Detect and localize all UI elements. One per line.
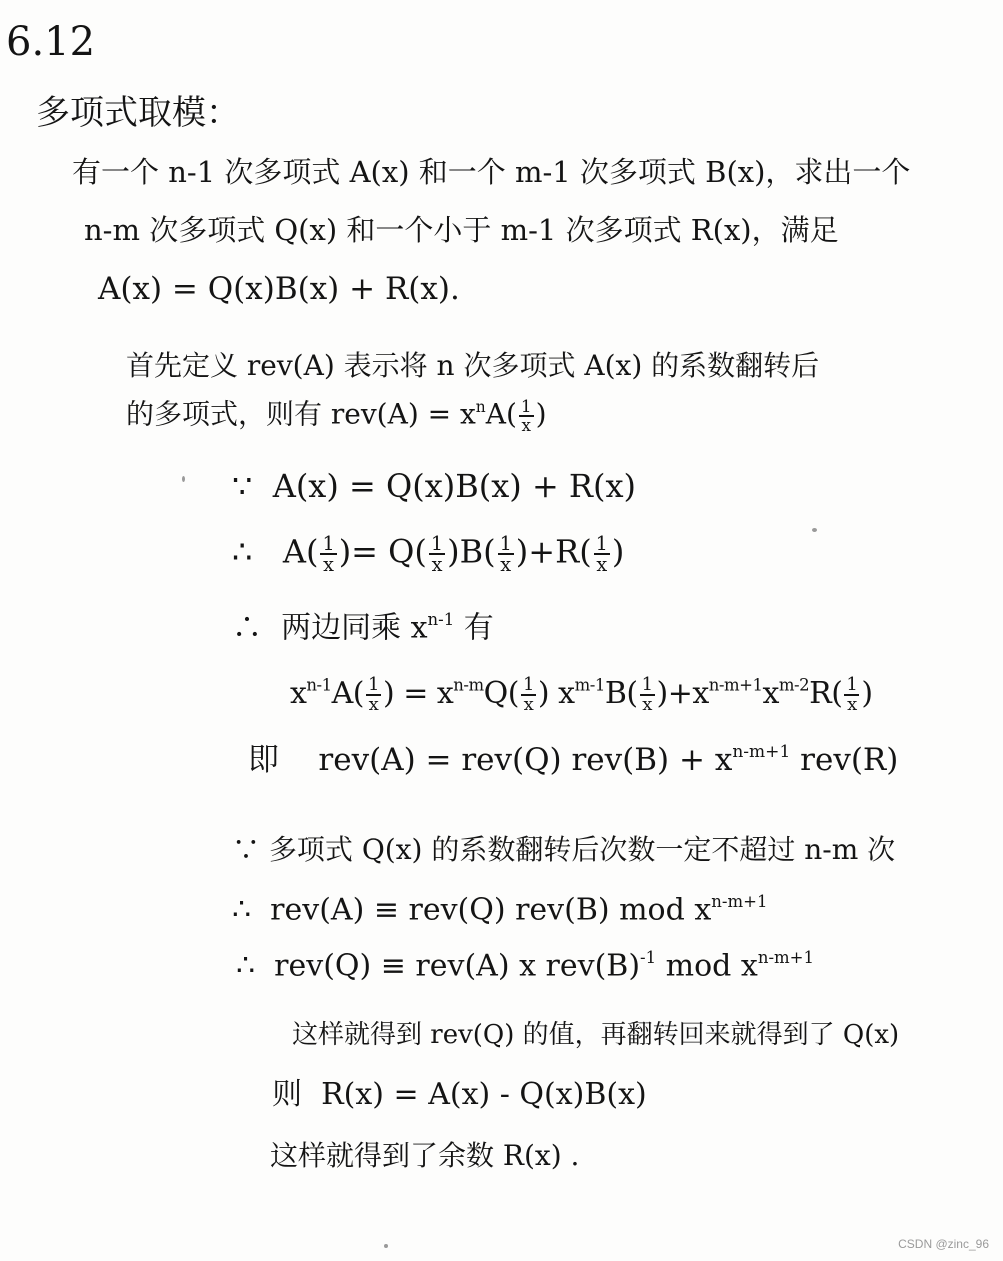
scan-speck <box>384 1244 388 1248</box>
definition-text: 的多项式，则有 rev(A) = x <box>126 397 476 431</box>
step1-equation: A(x) = Q(x)B(x) + R(x) <box>272 467 637 505</box>
fraction-one-over-x: $\frac{1}{x}$ <box>520 396 532 435</box>
ji-line: 即 rev(A) = rev(Q) $rev(B) + x^{n-m+1}$ rev(R) <box>248 741 899 778</box>
csdn-watermark: CSDN @zinc_96 <box>898 1237 989 1251</box>
because-degree-line: ∵ 多项式 Q(x) 的系数翻转后次数一定不超过 n-m 次 <box>232 833 896 866</box>
therefore-symbol: ∴ <box>232 532 253 571</box>
ji-label: 即 <box>248 741 279 778</box>
step-because-1 <box>232 467 637 505</box>
multiplied-equation: $x^{n-1}A$( $\frac{1}{x}$ ) = $x^{n-m}Q$( $\frac{1}{x}$ ) $x^{m-1}B$( $\frac{1}{x}$ )$+x^{n-m+1}x^{m-2}R$( $\frac{1}{x}$ ) <box>290 674 873 715</box>
therefore-symbol: ∴ <box>232 610 262 646</box>
scan-speck <box>182 476 185 482</box>
topic-title: 多项式取模： <box>36 93 240 133</box>
because-symbol: ∵ <box>232 467 253 505</box>
definition-close: ) <box>535 397 547 431</box>
step-therefore-2: ∴ A( $\frac{1}{x}$ )= Q( $\frac{1}{x}$ )B( $\frac{1}{x}$ )+R( $\frac{1}{x}$ ) <box>232 532 625 577</box>
problem-line-2: n-m 次多项式 Q(x) 和一个小于 m-1 次多项式 R(x)，满足 <box>84 213 839 247</box>
then-line: 则 R(x) = A(x) - Q(x)B(x) <box>272 1077 647 1112</box>
final-line: 这样就得到了余数 R(x) . <box>270 1139 580 1172</box>
definition-line-2 <box>126 398 547 434</box>
section-number: 6.12 <box>6 19 96 65</box>
scan-speck <box>812 528 817 532</box>
mod-line-1: ∴ rev(A) ≡ rev(Q) rev(B) mod $x^{n-m+1}$ <box>232 892 768 928</box>
therefore-symbol: ∴ <box>236 948 256 984</box>
problem-line-3: A(x) = Q(x)B(x) + R(x). <box>98 271 460 307</box>
mod-line-2: ∴ rev(Q) ≡ rev(A) x $rev(B)^{-1}$ mod $x^{n-m+1}$ <box>236 948 814 984</box>
because-symbol: ∵ <box>232 833 261 866</box>
step-therefore-3: ∴ 两边同乘 $x^{n-1}$ 有 <box>232 610 494 646</box>
problem-line-1: 有一个 n-1 次多项式 A(x) 和一个 m-1 次多项式 B(x)，求出一个 <box>72 155 911 189</box>
definition-exponent: n <box>475 397 486 416</box>
explain-line: 这样就得到 rev(Q) 的值，再翻转回来就得到了 Q(x) <box>292 1020 900 1050</box>
definition-a: A( <box>485 397 517 431</box>
then-label: 则 <box>272 1077 302 1112</box>
therefore-symbol: ∴ <box>232 892 252 928</box>
definition-line-1: 首先定义 rev(A) 表示将 n 次多项式 A(x) 的系数翻转后 <box>126 349 820 382</box>
